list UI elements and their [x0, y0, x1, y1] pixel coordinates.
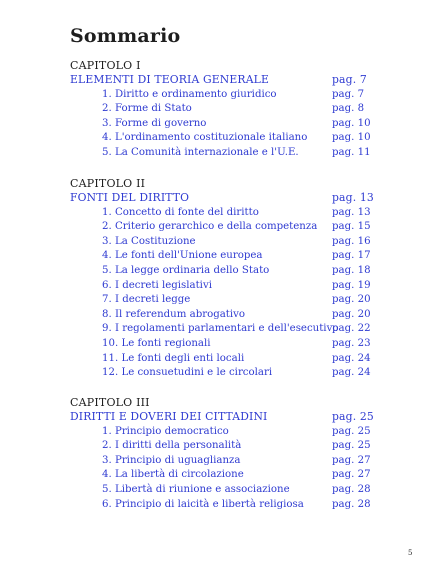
toc-entry[interactable] [70, 249, 371, 264]
toc-entry-page[interactable]: pag. 24 [332, 352, 371, 364]
toc-entry-page[interactable]: pag. 20 [332, 308, 371, 320]
toc-entry[interactable] [70, 425, 371, 440]
toc-entry[interactable] [70, 88, 366, 103]
toc-chapter-heading[interactable] [70, 410, 374, 425]
toc-heading-page[interactable]: pag. 25 [332, 410, 374, 423]
toc-entry[interactable] [70, 498, 371, 513]
toc-entry[interactable] [70, 117, 371, 132]
toc-entry-text[interactable]: 2. Forme di Stato [102, 103, 192, 115]
toc-entry[interactable] [70, 220, 371, 235]
toc-entry[interactable] [70, 322, 371, 337]
toc-entry-text[interactable]: 4. La libertà di circolazione [102, 469, 244, 481]
toc-entry-page[interactable]: pag. 10 [332, 132, 371, 144]
toc-entry-page[interactable]: pag. 16 [332, 235, 371, 247]
toc-entry[interactable] [70, 206, 371, 221]
toc-entry-text[interactable]: 6. I decreti legislativi [102, 279, 212, 291]
toc-entry-page[interactable]: pag. 13 [332, 206, 371, 218]
toc-entry-page[interactable]: pag. 24 [332, 367, 371, 379]
toc-entry[interactable] [70, 308, 371, 323]
toc-entry-page[interactable]: pag. 25 [332, 440, 371, 452]
toc-entry-page[interactable]: pag. 25 [332, 425, 371, 437]
toc-entry[interactable] [70, 102, 366, 117]
toc-entry-text[interactable]: 11. Le fonti degli enti locali [102, 352, 245, 364]
toc-entry[interactable] [70, 131, 371, 146]
chapter-label: CAPITOLO II [70, 177, 146, 190]
chapter-label: CAPITOLO III [70, 396, 150, 409]
toc-entry-page[interactable]: pag. 19 [332, 279, 371, 291]
toc-entry[interactable] [70, 264, 371, 279]
toc-entry-page[interactable]: pag. 20 [332, 294, 371, 306]
toc-heading-page[interactable]: pag. 7 [332, 73, 367, 86]
toc-entry-text[interactable]: 4. Le fonti dell'Unione europea [102, 250, 263, 262]
toc-entry-page[interactable]: pag. 17 [332, 250, 371, 262]
toc-entry-page[interactable]: pag. 18 [332, 264, 371, 276]
toc-entry-text[interactable]: 5. La legge ordinaria dello Stato [102, 264, 270, 276]
toc-heading-page[interactable]: pag. 13 [332, 191, 374, 204]
toc-entry-text[interactable]: 2. Criterio gerarchico e della competenza [102, 221, 318, 233]
toc-entry[interactable] [70, 235, 371, 250]
toc-entry-page[interactable]: pag. 7 [332, 88, 365, 100]
toc-entry[interactable] [70, 468, 371, 483]
toc-entry-text[interactable]: 12. Le consuetudini e le circolari [102, 367, 273, 379]
toc-entry[interactable] [70, 293, 371, 308]
toc-entry-text[interactable]: 6. Principio di laicità e libertà religiosa [102, 498, 304, 510]
chapter-2 [70, 176, 374, 381]
toc-entry-text[interactable]: 10. Le fonti regionali [102, 337, 211, 349]
toc-entry[interactable] [70, 439, 371, 454]
toc-entry-text[interactable]: 1. Concetto di fonte del diritto [102, 206, 259, 218]
toc-entry[interactable] [70, 146, 371, 161]
toc-entry-text[interactable]: 3. Principio di uguaglianza [102, 454, 241, 466]
toc-entry-page[interactable]: pag. 8 [332, 103, 365, 115]
toc-entry-text[interactable]: 1. Diritto e ordinamento giuridico [102, 88, 277, 100]
toc-entry-page[interactable]: pag. 15 [332, 221, 371, 233]
toc-entry-text[interactable]: 2. I diritti della personalità [102, 440, 242, 452]
toc-chapter-heading[interactable] [70, 73, 366, 88]
toc-heading-text[interactable]: DIRITTI E DOVERI DEI CITTADINI [70, 410, 268, 423]
toc-entry[interactable] [70, 352, 371, 367]
toc-entry[interactable] [70, 337, 371, 352]
toc-entry-text[interactable]: 3. La Costituzione [102, 235, 196, 247]
toc-entry-page[interactable]: pag. 10 [332, 117, 371, 129]
toc-entry[interactable] [70, 454, 371, 469]
toc-entry-text[interactable]: 3. Forme di governo [102, 117, 207, 129]
toc-heading-text[interactable]: ELEMENTI DI TEORIA GENERALE [70, 73, 269, 86]
toc-chapter-heading[interactable] [70, 191, 374, 206]
toc-entry-page[interactable]: pag. 11 [332, 146, 371, 158]
toc-entry-text[interactable]: 8. Il referendum abrogativo [102, 308, 246, 320]
chapter-label: CAPITOLO I [70, 59, 141, 72]
chapter-1 [70, 58, 371, 161]
toc-heading-text[interactable]: FONTI DEL DIRITTO [70, 191, 190, 204]
toc-entry-page[interactable]: pag. 28 [332, 498, 371, 510]
toc-entry[interactable] [70, 483, 371, 498]
toc-entry-text[interactable]: 4. L'ordinamento costituzionale italiano [102, 132, 308, 144]
toc-entry-text[interactable]: 7. I decreti legge [102, 294, 191, 306]
toc-entry-text[interactable]: 5. La Comunità internazionale e l'U.E. [102, 146, 299, 158]
toc-entry-page[interactable]: pag. 22 [332, 323, 371, 335]
page-title: Sommario [70, 25, 181, 47]
toc-entry-page[interactable]: pag. 27 [332, 469, 371, 481]
toc-entry-text[interactable]: 1. Principio democratico [102, 425, 229, 437]
chapter-3 [70, 395, 374, 512]
toc-entry-page[interactable]: pag. 27 [332, 454, 371, 466]
toc-entry-page[interactable]: pag. 28 [332, 483, 371, 495]
page-number: 5 [408, 549, 413, 557]
toc-entry[interactable] [70, 366, 371, 381]
toc-entry-text[interactable]: 9. I regolamenti parlamentari e dell'esecutivo [102, 323, 339, 335]
toc-entry[interactable] [70, 279, 371, 294]
toc-entry-text[interactable]: 5. Libertà di riunione e associazione [102, 483, 290, 495]
toc-entry-page[interactable]: pag. 23 [332, 337, 371, 349]
